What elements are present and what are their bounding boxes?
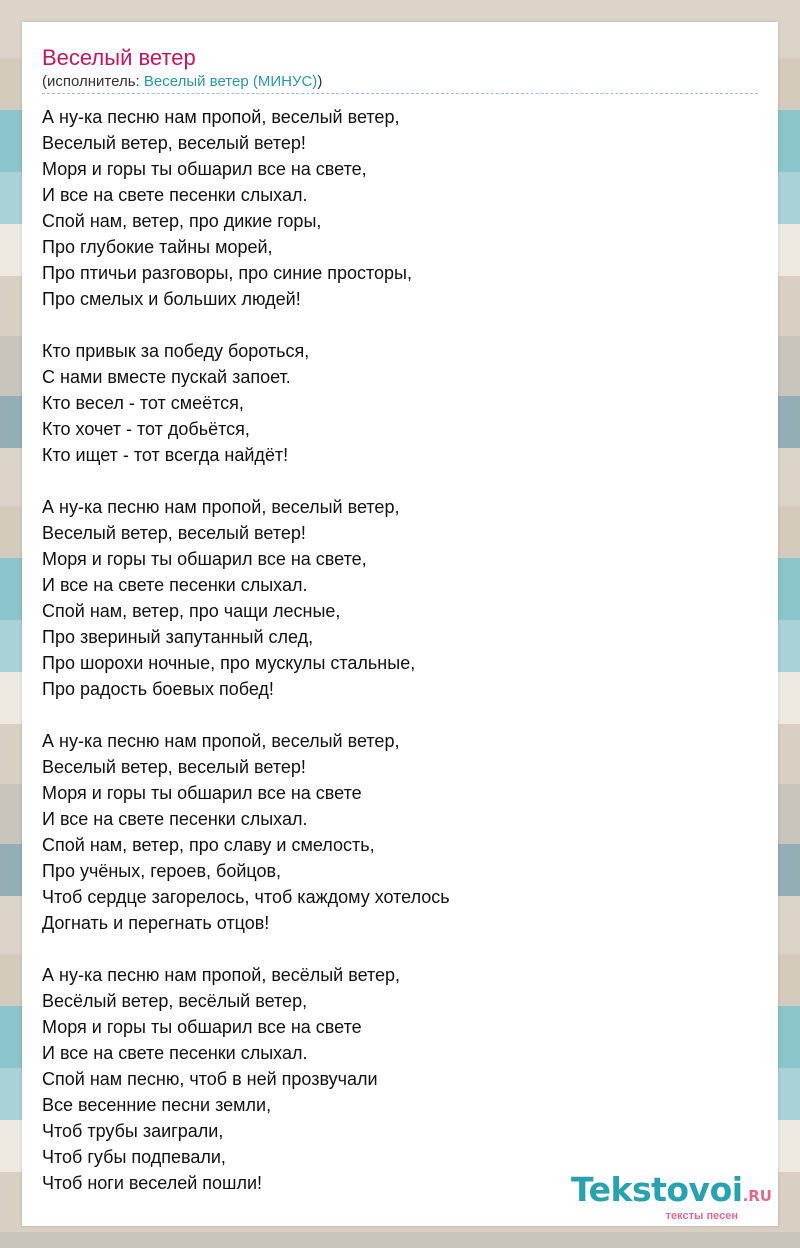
lyric-line: Чтоб губы подпевали, [42,1147,226,1167]
lyric-line: Моря и горы ты обшарил все на свете [42,1017,362,1037]
lyric-line: Про радость боевых побед! [42,679,274,699]
performer-suffix: ) [317,73,323,90]
song-title: Веселый ветер [42,45,196,70]
lyric-line: Чтоб ноги веселей пошли! [42,1173,263,1193]
lyric-line: А ну-ка песню нам пропой, веселый ветер, [42,731,400,751]
lyric-line: И все на свете песенки слыхал. [42,185,308,205]
title-divider [42,93,758,94]
lyric-line: А ну-ка песню нам пропой, весёлый ветер, [42,965,401,985]
lyric-line: Спой нам, ветер, про славу и смелость, [42,835,375,855]
site-logo[interactable] [571,1172,772,1222]
lyric-line: Спой нам песню, чтоб в ней прозвучали [42,1069,378,1089]
lyric-line: Все весенние песни земли, [42,1095,272,1115]
performer-line [42,72,322,92]
lyrics-text [42,104,742,1196]
lyric-line: Про звериный запутанный след, [42,627,314,647]
lyric-line: Про глубокие тайны морей, [42,237,273,257]
lyrics-card [22,22,778,1226]
lyric-line: Моря и горы ты обшарил все на свете [42,783,362,803]
lyric-line: А ну-ка песню нам пропой, веселый ветер, [42,107,400,127]
lyric-line: Моря и горы ты обшарил все на свете, [42,549,367,569]
lyric-line: Про шорохи ночные, про мускулы стальные, [42,653,416,673]
lyric-line: И все на свете песенки слыхал. [42,575,308,595]
stanza-break [42,468,742,494]
lyric-line: Догнать и перегнать отцов! [42,913,270,933]
lyric-line: И все на свете песенки слыхал. [42,1043,308,1063]
performer-link[interactable]: Веселый ветер (МИНУС) [143,73,318,90]
lyric-line: Моря и горы ты обшарил все на свете, [42,159,367,179]
performer-prefix: (исполнитель: [42,73,144,90]
lyric-line: Про птичьи разговоры, про синие просторы, [42,263,412,283]
stanza-break [42,702,742,728]
lyric-line: Чтоб сердце загорелось, чтоб каждому хотелось [42,887,450,907]
lyric-line: Кто привык за победу бороться, [42,341,310,361]
lyric-line: Кто ищет - тот всегда найдёт! [42,445,289,465]
lyric-line: Веселый ветер, веселый ветер! [42,523,306,543]
lyric-line: И все на свете песенки слыхал. [42,809,308,829]
lyric-line: Спой нам, ветер, про чащи лесные, [42,601,341,621]
lyric-line: Чтоб трубы заиграли, [42,1121,224,1141]
logo-name: Tekstovoi [571,1170,743,1209]
lyric-line: Спой нам, ветер, про дикие горы, [42,211,322,231]
lyric-line: Веселый ветер, веселый ветер! [42,133,306,153]
lyric-line: А ну-ка песню нам пропой, веселый ветер, [42,497,400,517]
lyric-line: С нами вместе пускай запоет. [42,367,291,387]
lyric-line: Кто хочет - тот добьётся, [42,419,250,439]
stanza-break [42,312,742,338]
lyric-line: Веселый ветер, веселый ветер! [42,757,306,777]
logo-tagline: тексты песен [665,1210,738,1222]
lyric-line: Весёлый ветер, весёлый ветер, [42,991,308,1011]
lyric-line: Про учёных, героев, бойцов, [42,861,282,881]
stanza-break [42,936,742,962]
lyric-line: Кто весел - тот смеётся, [42,393,244,413]
logo-tld: .RU [742,1187,772,1205]
lyric-line: Про смелых и больших людей! [42,289,301,309]
